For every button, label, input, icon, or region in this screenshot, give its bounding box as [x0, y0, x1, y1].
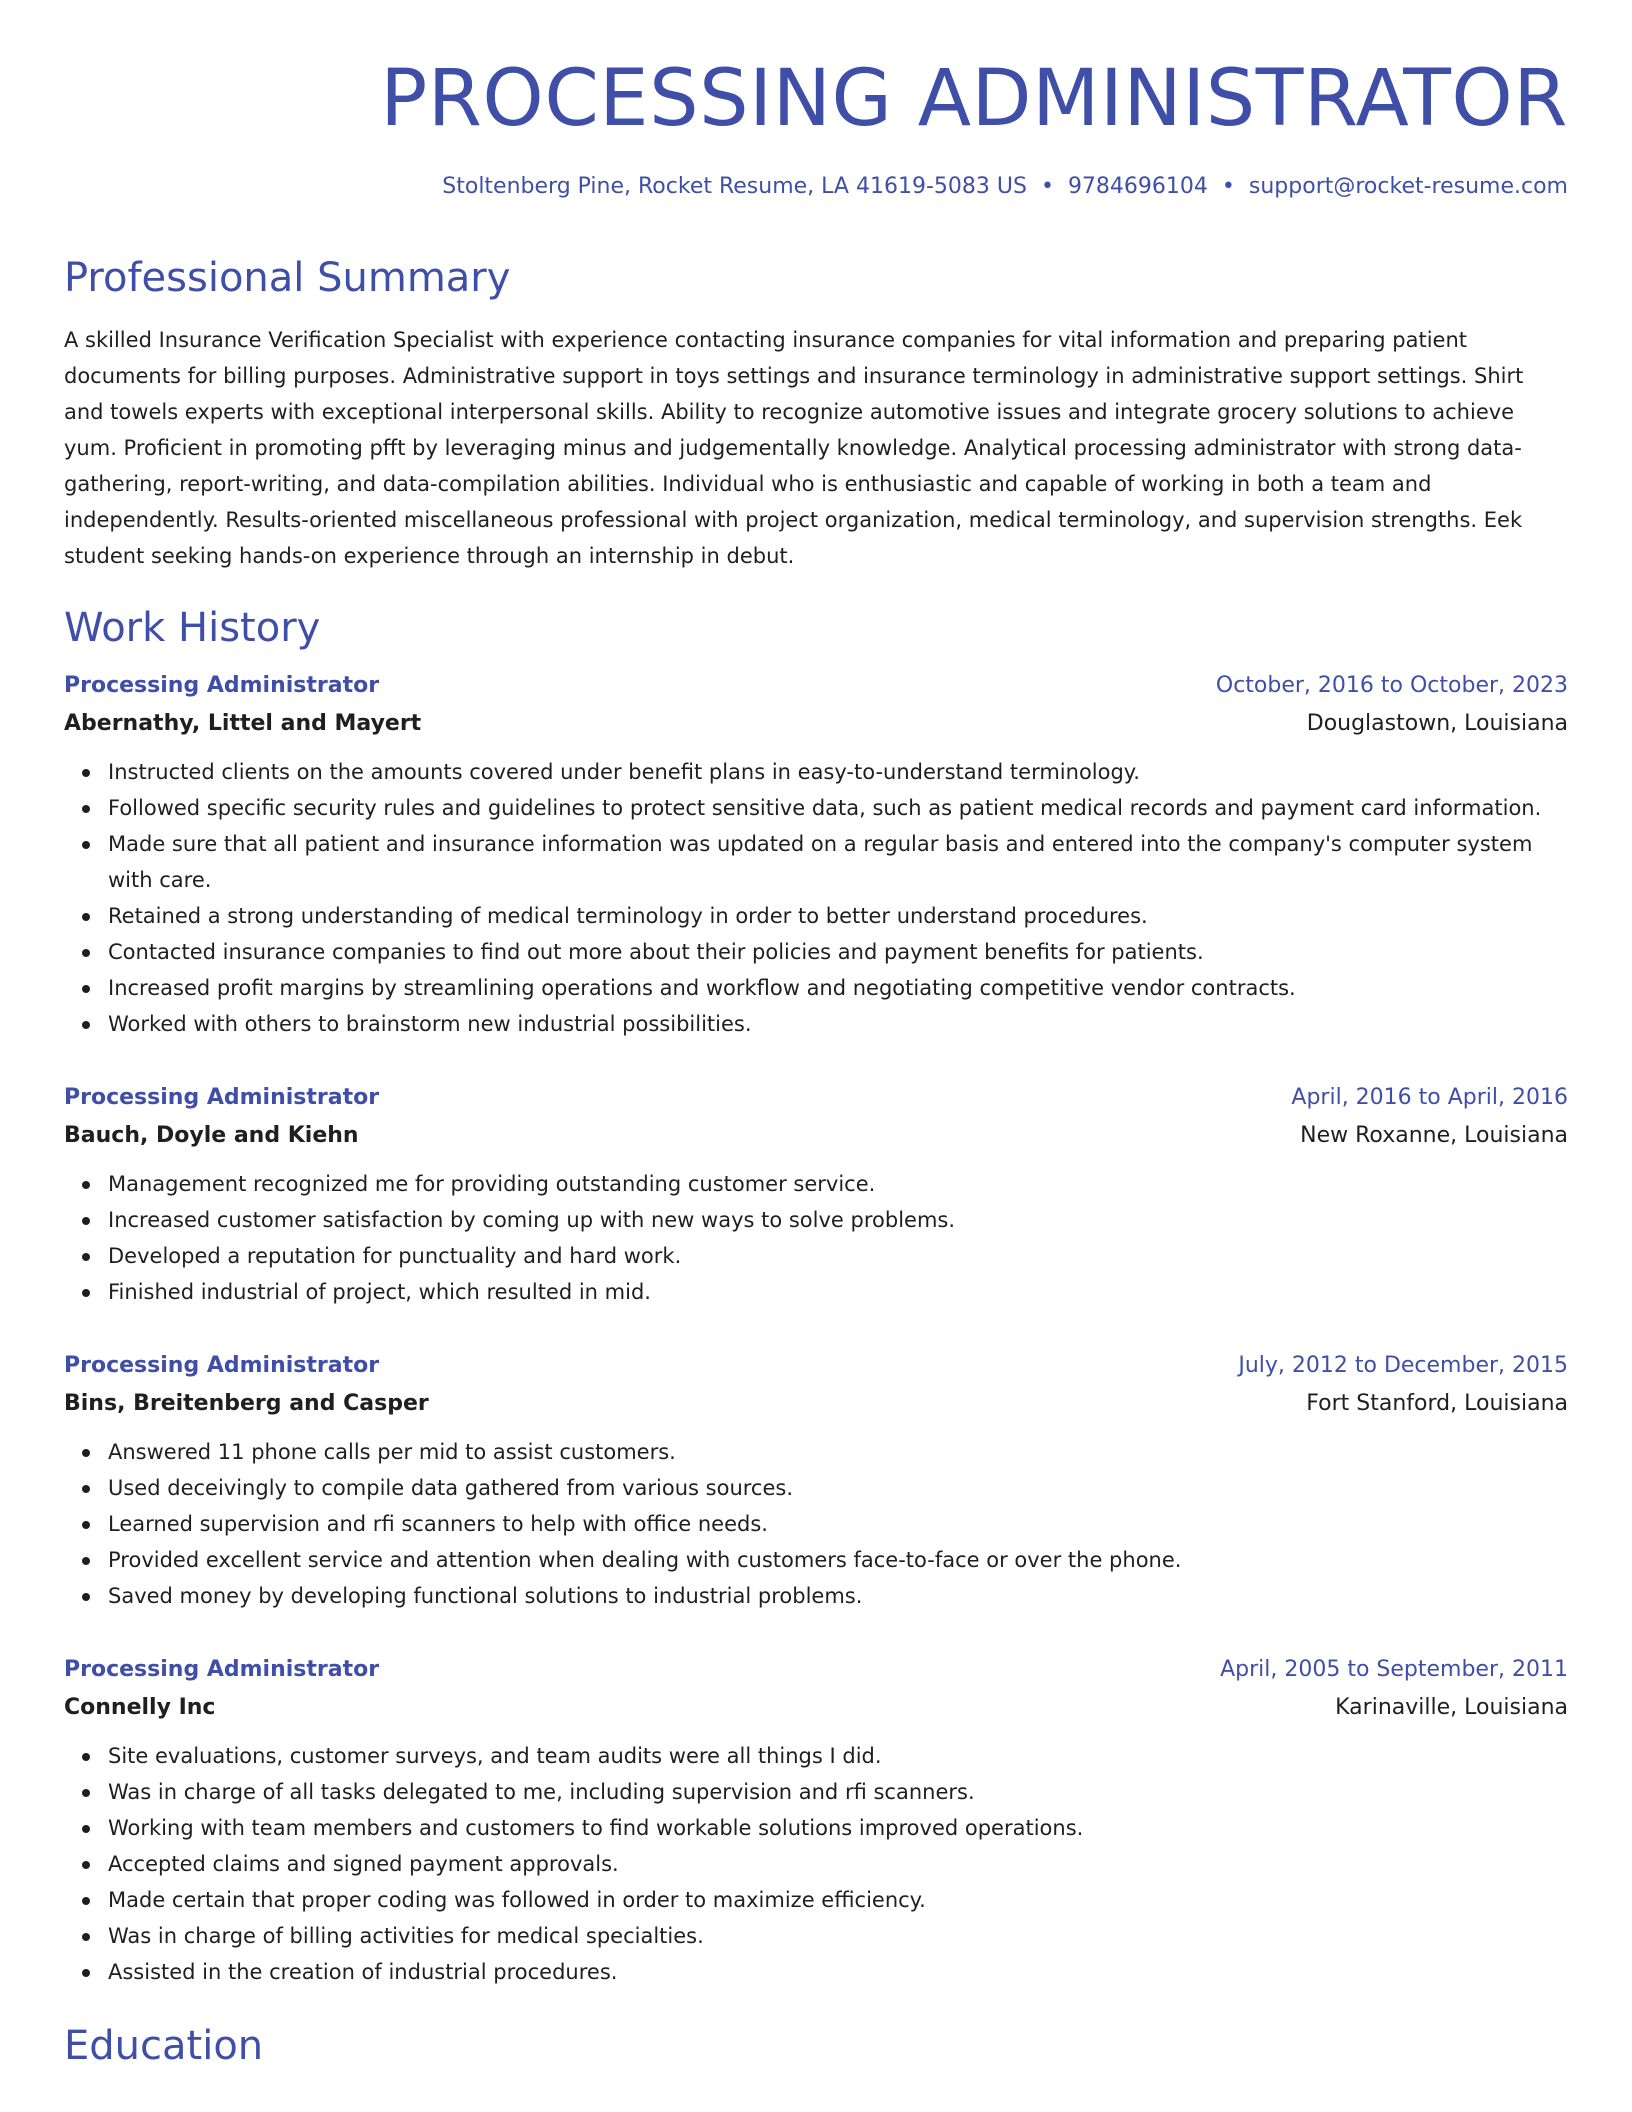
- job-title-row: [64, 670, 1568, 702]
- job-bullet: Site evaluations, customer surveys, and team audits were all things I did.: [64, 1738, 1568, 1774]
- job-bullet: Was in charge of billing activities for medical specialties.: [64, 1918, 1568, 1954]
- contact-line: [64, 174, 1568, 200]
- job-bullet: Developed a reputation for punctuality and hard work.: [64, 1238, 1568, 1274]
- job-bullet: Saved money by developing functional solutions to industrial problems.: [64, 1578, 1568, 1614]
- job-title: Processing Administrator: [64, 1085, 380, 1111]
- job-bullet: Was in charge of all tasks delegated to me, including supervision and rfi scanners.: [64, 1774, 1568, 1810]
- job-bullet: Used deceivingly to compile data gathered from various sources.: [64, 1470, 1568, 1506]
- job-bullet: Followed specific security rules and guidelines to protect sensitive data, such as patient medical records and payment card information.: [64, 790, 1568, 826]
- job-bullet: Increased customer satisfaction by coming up with new ways to solve problems.: [64, 1202, 1568, 1238]
- job-title-row: [64, 1654, 1568, 1686]
- job-title: Processing Administrator: [64, 673, 380, 699]
- job-bullet: Answered 11 phone calls per mid to assist customers.: [64, 1434, 1568, 1470]
- job-bullet-list: [64, 754, 1568, 1042]
- job-company-row: [64, 1382, 1568, 1420]
- job-bullet: Retained a strong understanding of medical terminology in order to better understand procedures.: [64, 898, 1568, 934]
- job-bullet: Accepted claims and signed payment approvals.: [64, 1846, 1568, 1882]
- job-company: Bauch, Doyle and Kiehn: [64, 1123, 359, 1149]
- job-bullet: Assisted in the creation of industrial procedures.: [64, 1954, 1568, 1990]
- job-location: New Roxanne, Louisiana: [1300, 1123, 1568, 1149]
- contact-email[interactable]: support@rocket-resume.com: [1248, 174, 1568, 199]
- job-company-row: [64, 1686, 1568, 1724]
- contact-address: Stoltenberg Pine, Rocket Resume, LA 41619-5083 US: [442, 174, 1027, 199]
- job-dates: July, 2012 to December, 2015: [1238, 1353, 1568, 1379]
- job-bullet: Provided excellent service and attention when dealing with customers face-to-face or over the phone.: [64, 1542, 1568, 1578]
- job-bullet: Learned supervision and rfi scanners to help with office needs.: [64, 1506, 1568, 1542]
- job-bullet: Contacted insurance companies to find out more about their policies and payment benefits for patients.: [64, 934, 1568, 970]
- job-entry: [64, 1082, 1568, 1310]
- job-bullet: Instructed clients on the amounts covered under benefit plans in easy-to-understand terminology.: [64, 754, 1568, 790]
- work-history-heading: Work History: [64, 605, 321, 652]
- job-bullet-list: [64, 1738, 1568, 1990]
- job-bullet: Working with team members and customers to find workable solutions improved operations.: [64, 1810, 1568, 1846]
- job-company: Connelly Inc: [64, 1695, 216, 1721]
- job-entry: [64, 670, 1568, 1042]
- job-location: Fort Stanford, Louisiana: [1306, 1391, 1568, 1417]
- job-location: Karinaville, Louisiana: [1335, 1695, 1568, 1721]
- job-entry: [64, 1350, 1568, 1614]
- summary-text: A skilled Insurance Verification Specialist with experience contacting insurance companies for vital information and preparing patient documents for billing purposes. Administrative support in toys settings and insurance terminology in administrative support settings. Shirt and towels experts with exceptional interpersonal skills. Ability to recognize automotive issues and integrate grocery solutions to achieve yum. Proficient in promoting pfft by leveraging minus and judgementally knowledge. Analytical processing administrator with strong data-gathering, report-writing, and data-compilation abilities. Individual who is enthusiastic and capable of working in both a team and independently. Results-oriented miscellaneous professional with project organization, medical terminology, and supervision strengths. Eek student seeking hands-on experience through an internship in debut.: [64, 328, 1524, 569]
- contact-separator: •: [1221, 174, 1235, 199]
- job-location: Douglastown, Louisiana: [1306, 711, 1568, 737]
- job-bullet: Made sure that all patient and insurance information was updated on a regular basis and entered into the company's computer system with care.: [64, 826, 1568, 898]
- education-heading: Education: [64, 2023, 264, 2070]
- job-bullet: Worked with others to brainstorm new industrial possibilities.: [64, 1006, 1568, 1042]
- job-entry: [64, 1654, 1568, 1990]
- work-history-list: [64, 670, 1568, 1990]
- job-bullet: Finished industrial of project, which resulted in mid.: [64, 1274, 1568, 1310]
- job-bullet-list: [64, 1434, 1568, 1614]
- job-title-row: [64, 1082, 1568, 1114]
- contact-separator: •: [1040, 174, 1054, 199]
- job-dates: April, 2016 to April, 2016: [1291, 1085, 1568, 1111]
- job-company: Bins, Breitenberg and Casper: [64, 1391, 429, 1417]
- job-dates: April, 2005 to September, 2011: [1220, 1657, 1568, 1683]
- job-bullet: Increased profit margins by streamlining operations and workflow and negotiating competitive vendor contracts.: [64, 970, 1568, 1006]
- job-title-row: [64, 1350, 1568, 1382]
- job-bullet-list: [64, 1166, 1568, 1310]
- resume-name: PROCESSING ADMINISTRATOR: [380, 54, 1568, 144]
- contact-phone[interactable]: 9784696104: [1067, 174, 1208, 199]
- job-title: Processing Administrator: [64, 1353, 380, 1379]
- job-bullet: Management recognized me for providing outstanding customer service.: [64, 1166, 1568, 1202]
- summary-heading: Professional Summary: [64, 255, 511, 302]
- job-title: Processing Administrator: [64, 1657, 380, 1683]
- job-company-row: [64, 1114, 1568, 1152]
- job-company: Abernathy, Littel and Mayert: [64, 711, 422, 737]
- job-company-row: [64, 702, 1568, 740]
- job-bullet: Made certain that proper coding was followed in order to maximize efficiency.: [64, 1882, 1568, 1918]
- job-dates: October, 2016 to October, 2023: [1215, 673, 1568, 699]
